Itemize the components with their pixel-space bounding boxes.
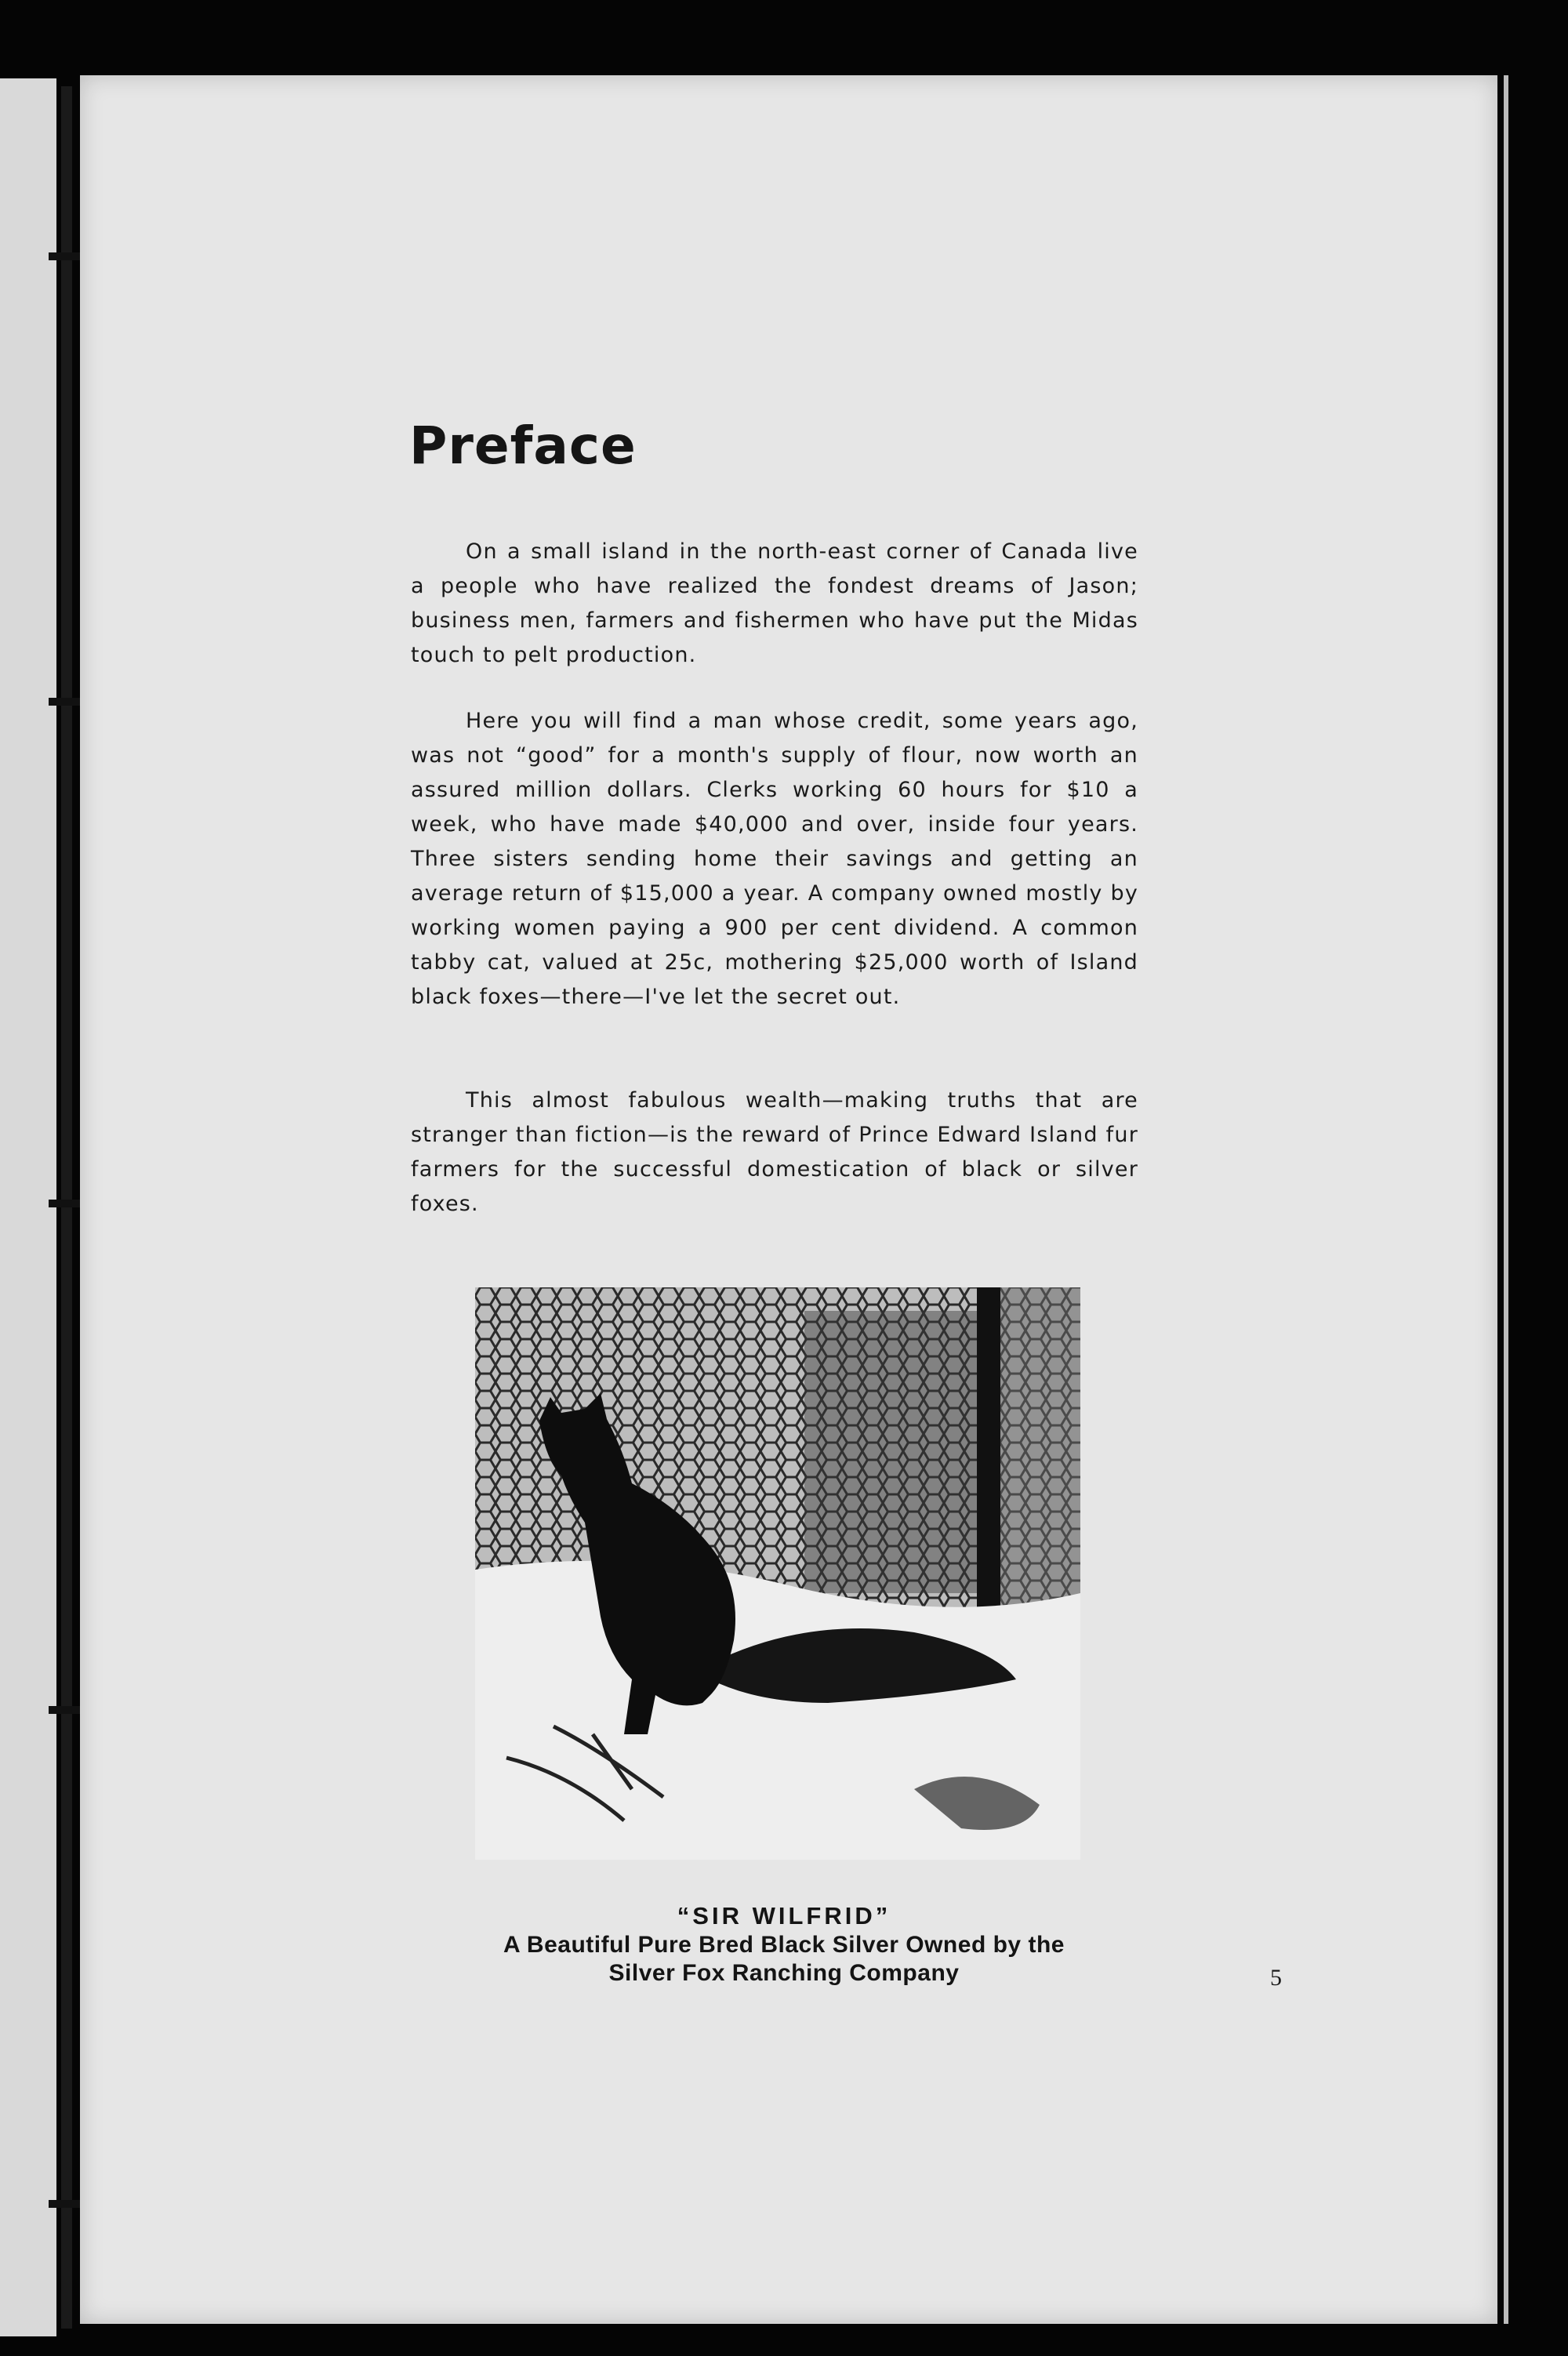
facing-page-edge — [0, 78, 56, 2336]
caption-line: A Beautiful Pure Bred Black Silver Owned by the — [503, 1932, 1065, 1958]
paragraph: On a small island in the north-east corner of Canada live a people who have realized the fondest dreams of Jason; business men, farmers and fishermen who have put the Midas touch to pelt production. — [411, 539, 1138, 667]
page-number: 5 — [1270, 1965, 1282, 1991]
paragraph: This almost fabulous wealth—making truths that are stranger than fiction—is the reward of Prince Edward Island fur farmers for the successful domestication of black or silver foxes. — [411, 1088, 1138, 1216]
paragraph: Here you will find a man whose credit, some years ago, was not “good” for a month's supply of flour, now worth an assured million dollars. Clerks working 60 hours for $10 a week, who have made $40,000 and over, inside four years. Three sisters sending home their savings and getting an average return of $15,000 a year. A company owned mostly by working women paying a 900 per cent dividend. A common tabby cat, valued at 25c, mothering $25,000 worth of Island black foxes—there—I've let the secret out. — [411, 709, 1138, 1009]
caption-title: “SIR WILFRID” — [677, 1902, 891, 1929]
caption-line: Silver Fox Ranching Company — [608, 1960, 960, 1986]
fox-photograph — [475, 1287, 1080, 1860]
fox-photo-image — [475, 1287, 1080, 1860]
page-title: Preface — [409, 416, 637, 476]
page-edge — [1504, 75, 1508, 2324]
binding-strip — [61, 86, 72, 2329]
